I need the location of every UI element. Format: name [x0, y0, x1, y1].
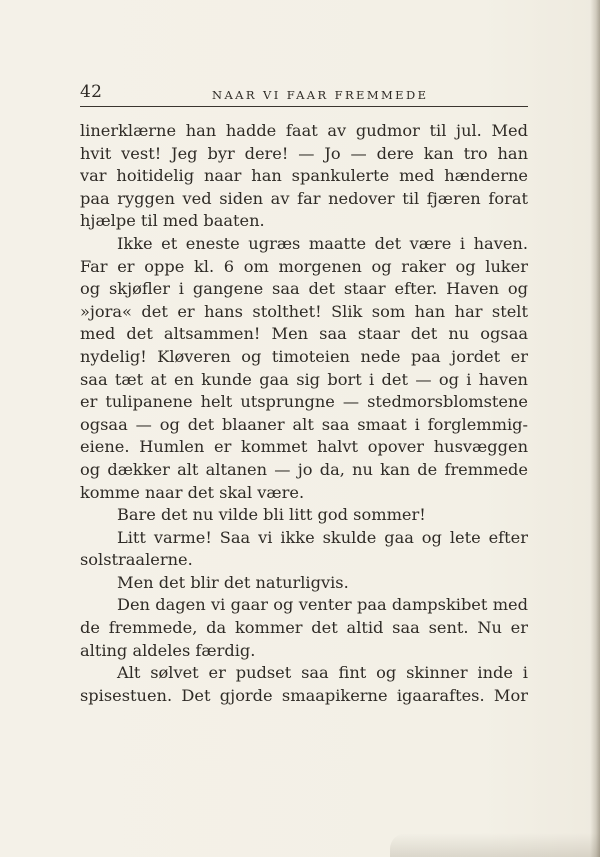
text-line: alting aldeles færdig.	[80, 640, 256, 660]
text-line: med det altsammen! Men saa staar det nu ogsaa	[80, 324, 528, 344]
running-title: NAAR VI FAAR FREMMEDE	[212, 88, 429, 102]
body-text	[80, 120, 528, 707]
text-line: og skjøfler i gangene saa det staar efter. Haven og	[80, 279, 528, 299]
text-line: paa ryggen ved siden av far nedover til fjæren forat	[80, 188, 528, 208]
text-line: Den dagen vi gaar og venter paa dampskibet med	[117, 595, 528, 615]
text-line: og dækker alt altanen — jo da, nu kan de fremmede	[80, 459, 528, 479]
text-line: »jora« det er hans stolthet! Slik som han har stelt	[80, 301, 528, 321]
text-line: Alt sølvet er pudset saa fint og skinner inde i	[117, 663, 528, 683]
page-edge-shadow	[590, 0, 600, 857]
text-line: Men det blir det naturligvis.	[117, 572, 349, 592]
text-line: Bare det nu vilde bli litt god sommer!	[117, 505, 426, 525]
text-line: Litt varme! Saa vi ikke skulde gaa og lete efter	[117, 527, 528, 547]
text-line: Ikke et eneste ugræs maatte det være i haven.	[117, 233, 528, 253]
text-line: ogsaa — og det blaaner alt saa smaat i forglemmig-	[80, 414, 528, 434]
text-line: de fremmede, da kommer det altid saa sent. Nu er	[80, 618, 528, 638]
text-line: saa tæt at en kunde gaa sig bort i det — og i haven	[80, 369, 528, 389]
text-line: er tulipanene helt utsprungne — stedmorsblomstene	[80, 392, 528, 412]
text-line: eiene. Humlen er kommet halvt opover husvæggen	[80, 437, 528, 457]
text-line: linerklærne han hadde faat av gudmor til jul. Med	[80, 121, 528, 140]
page-header	[80, 82, 528, 108]
page-number: 42	[80, 82, 103, 102]
text-line: solstraalerne.	[80, 550, 193, 570]
text-line: spisestuen. Det gjorde smaapikerne igaaraftes. Mor	[80, 685, 528, 705]
text-line: var hoitidelig naar han spankulerte med hænderne	[80, 166, 528, 186]
page-corner-shadow	[390, 833, 600, 857]
text-line: komme naar det skal være.	[80, 482, 305, 502]
text-line: hjælpe til med baaten.	[80, 211, 265, 231]
header-rule	[80, 106, 528, 107]
text-line: nydelig! Kløveren og timoteien nede paa jordet er	[80, 346, 528, 366]
text-line: hvit vest! Jeg byr dere! — Jo — dere kan tro han	[80, 143, 528, 163]
text-line: Far er oppe kl. 6 om morgenen og raker og luker	[80, 256, 528, 276]
